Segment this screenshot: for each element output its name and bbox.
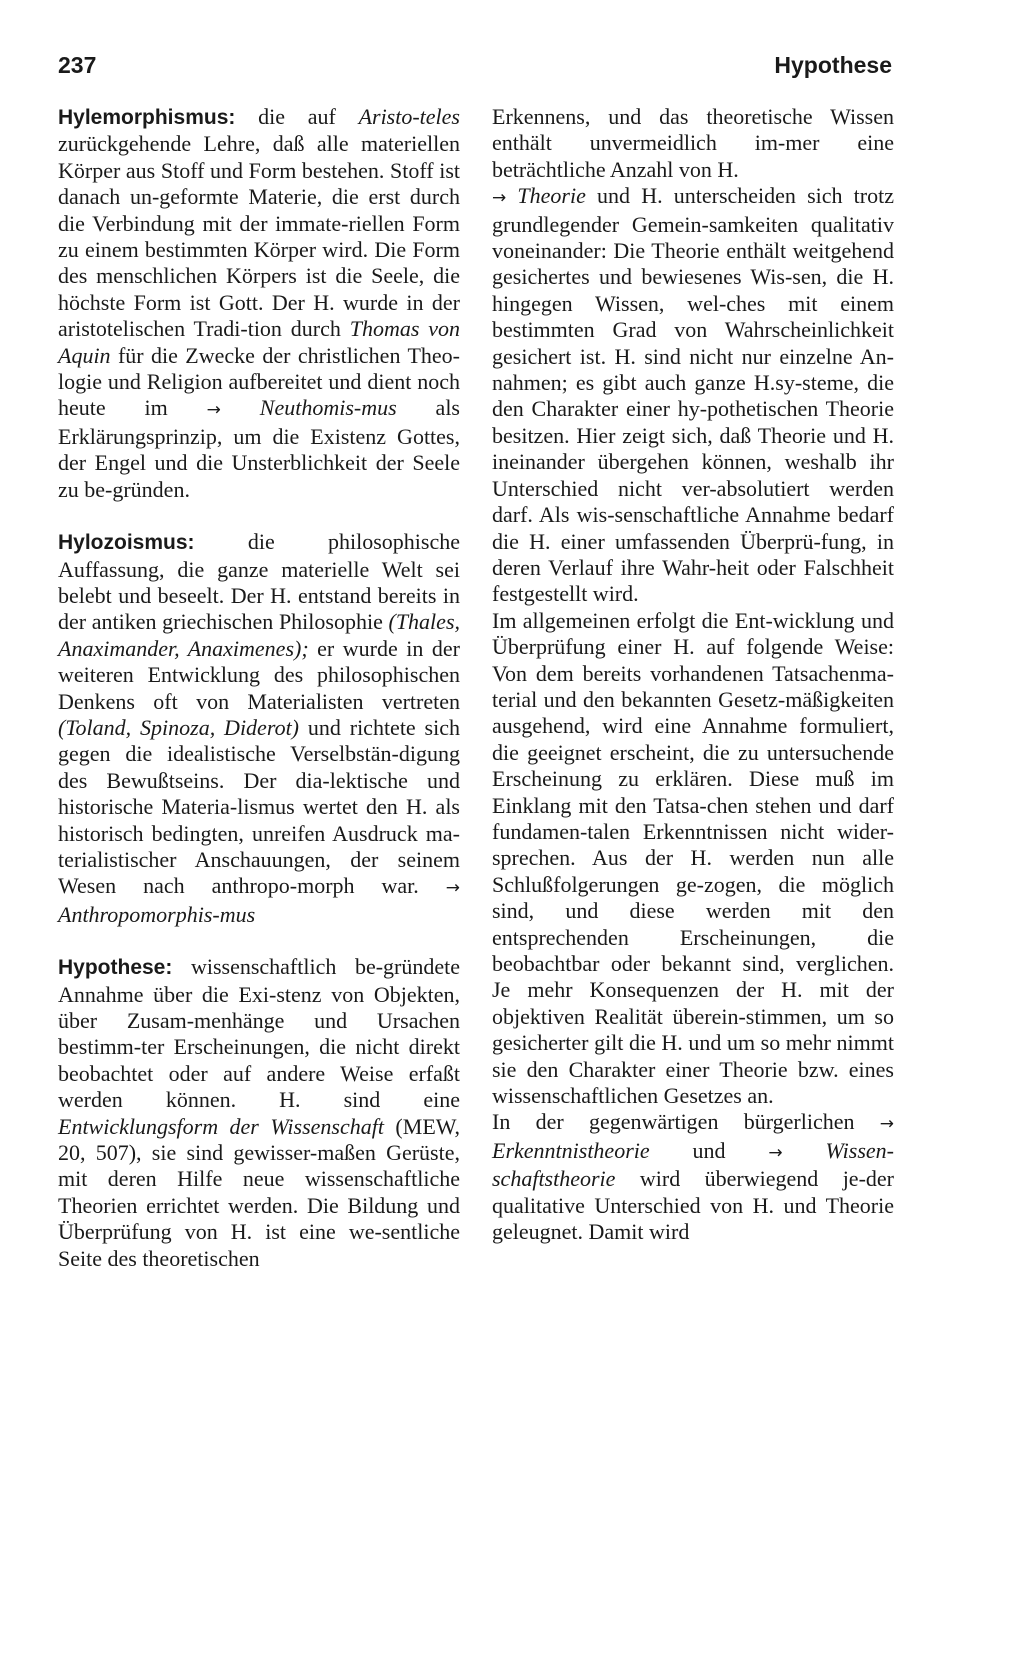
cross-reference-link[interactable]: Erkenntnistheorie (492, 1137, 650, 1163)
italic-reference: Aristo-teles (358, 104, 460, 129)
lemma-hypothese: Hypothese: (58, 956, 173, 980)
paragraph-text: In der gegenwärtigen bürgerlichen (492, 1109, 880, 1135)
entry-text: die auf (235, 104, 359, 129)
running-head: Hypothese (774, 52, 892, 78)
paragraph-theorie (492, 183, 894, 608)
page-header (58, 52, 892, 86)
italic-reference: (Toland, Spinoza, Diderot) (58, 714, 300, 740)
cross-reference-arrow-icon: → (445, 878, 460, 899)
italic-reference: Thomas von Aquin (58, 316, 460, 368)
paragraph-text: und H. unterscheiden sich trotz grundlegender Gemein-samkeiten qualitativ voneinander: Die Theorie enthält weitgehend gesichertes und bewiesenes Wis-sen, die H. hingegen Wissen, wel-ches mit einem bestimmten Grad von Wahrscheinlichkeit gesichert ist. H. sind nicht nur einzelne An-nahmen; es gibt auch ganze H.sy-steme, die den Charakter einer hy-pothetischen Theorie besitzen. Hier zeigt sich, daß Theorie und H. ineinander übergehen können, weshalb ihr Unterschied nicht ver-absolutiert werden darf. Als wis-senschaftliche Annahme bedarf die H. einer umfassenden Überprü-fung, in deren Verlauf ihre Wahr-heit oder Falschheit festgestellt wird. (492, 183, 894, 607)
entry-text: er wurde in der weiteren Entwicklung des philosophischen Denkens oft von Materialisten vertreten (58, 635, 460, 714)
cross-reference-link[interactable]: Wissen-schaftstheorie (492, 1137, 894, 1192)
entry-hypothese (58, 954, 460, 1272)
lemma-hylemorphismus: Hylemorphismus: (58, 106, 236, 129)
italic-reference: (Thales, Anaximander, Anaximenes); (58, 609, 460, 661)
entry-text: wissenschaftlich be-gründete Annahme über die Exi-stenz von Objekten, über Zusam-menhänge und Ursachen bestimm-ter Erscheinungen, die nicht direkt beobachtet oder auf andere Weise erfaßt werden können. H. sind eine (58, 954, 460, 1113)
entry-text: und richtete sich gegen die idealistische Verselbstän-digung des Bewußtseins. Der dia-lektische und historische Materia-lismus wertet den H. als historisch bedingten, unreifen Ausdruck ma-terialistischer Anschauungen, der seinem Wesen nach anthropo-morph war. (58, 714, 460, 899)
paragraph-text: und (649, 1137, 769, 1163)
entry-hylemorphismus (58, 104, 460, 503)
paragraph-continuation: Erkennens, und das theoretische Wissen enthält unvermeidlich im-mer eine beträchtliche Anzahl von H. (492, 104, 894, 182)
entry-text: zurückgehende Lehre, daß alle materiellen Körper aus Stoff und Form bestehen. Stoff ist danach un-geformte Materie, die erst durch die Verbindung mit der immate-riellen Form zu einem bestimmten Körper wird. Die Form des menschlichen Körpers ist die Seele, die höchste Form ist Gott. Der H. wurde in der aristotelischen Tradi-tion durch (58, 131, 460, 342)
cross-reference-arrow-icon: → (492, 188, 507, 209)
page-number: 237 (58, 52, 97, 78)
cross-reference-link[interactable]: Theorie (506, 183, 586, 209)
cross-reference-arrow-icon: → (768, 1142, 783, 1163)
entry-text: als Erklärungsprinzip, um die Existenz Gottes, der Engel und die Unsterblichkeit der Seele zu be-gründen. (58, 395, 460, 502)
paragraph-text: wird überwiegend je-der qualitative Unterschied von H. und Theorie geleugnet. Damit wird (492, 1166, 894, 1245)
paragraph-buergerliche-theorie (492, 1109, 894, 1245)
cross-reference-link[interactable]: Anthropomorphis-mus (58, 901, 256, 927)
paragraph-verfahren: Im allgemeinen erfolgt die Ent-wicklung und Überprüfung einer H. auf folgende Weise: Von dem bereits vorhandenen Tatsachenma-terial und den bekannten Gesetz-mäßigkeiten ausgehend, wird eine Annahme formuliert, die geeignet erscheint, die zu untersuchende Erscheinung zu erklären. Diese muß im Einklang mit den Tatsa-chen stehen und darf fundamen-talen Erkenntnissen nicht wider-sprechen. Aus der H. werden nun alle Schlußfolgerungen ge-zogen, die möglich sind, und diese werden mit den entsprechenden Erscheinungen, die beobachtbar oder bekannt sind, verglichen. Je mehr Konsequenzen der H. mit der objektiven Realität überein-stimmen, um so gesicherter gilt die H. und um so mehr nimmt sie den Charakter einer Theorie bzw. eines wissenschaftlichen Gesetzes an. (492, 607, 894, 1109)
entry-text: die philosophische Auffassung, die ganze materielle Welt sei belebt und beseelt. Der H. entstand bereits in der antiken griechischen Philosophie (58, 529, 460, 635)
entry-text: (MEW, 20, 507), sie sind gewisser-maßen Gerüste, mit deren Hilfe neue wissenschaftliche Theorien errichtet werden. Die Bildung und Überprüfung von H. ist eine we-sentliche Seite des theoretischen (58, 1113, 460, 1271)
entry-text: für die Zwecke der christlichen Theo-logie und Religion aufbereitet und dient noch heute im (58, 342, 460, 421)
right-column (492, 104, 894, 1245)
cross-reference-arrow-icon: → (206, 400, 221, 421)
italic-reference: Entwicklungsform der Wissenschaft (58, 1113, 384, 1139)
cross-reference-arrow-icon: → (879, 1114, 894, 1135)
lemma-hylozoismus: Hylozoismus: (58, 531, 195, 555)
cross-reference-link[interactable]: Neuthomis-mus (220, 395, 397, 421)
left-column (58, 104, 460, 1272)
entry-hylozoismus (58, 529, 460, 928)
